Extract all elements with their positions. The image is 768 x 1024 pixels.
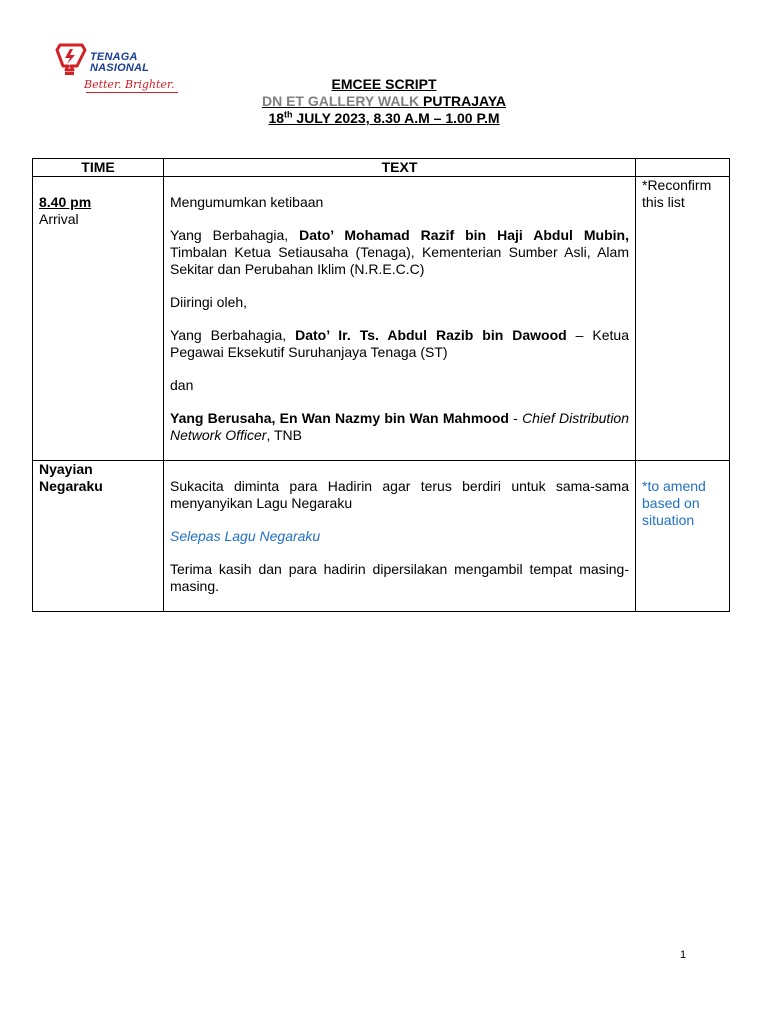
- row1-p4-name: Dato’ Ir. Ts. Abdul Razib bin Dawood: [295, 327, 567, 343]
- row1-p5: dan: [170, 377, 194, 393]
- row1-note-cell: [636, 177, 730, 461]
- row1-label: Arrival: [39, 211, 79, 227]
- logo-text-nasional: NASIONAL: [90, 62, 150, 74]
- row1-p2-name: Dato’ Mohamad Razif bin Haji Abdul Mubin,: [299, 227, 629, 243]
- date-suffix: th: [284, 109, 293, 120]
- row2-time-line1: Nyayian: [39, 461, 93, 477]
- row1-p1: Mengumumkan ketibaan: [170, 194, 324, 210]
- row2-p2: Selepas Lagu Negaraku: [170, 528, 321, 544]
- row2-note: *to amend based on situation: [642, 478, 706, 528]
- row2-note-cell: [636, 461, 730, 612]
- table-row: [33, 461, 730, 612]
- row1-note: *Reconfirm this list: [642, 177, 712, 210]
- event-name: [0, 93, 768, 110]
- event-name-grey: DN ET GALLERY WALK: [261, 93, 420, 109]
- header-time: TIME: [33, 159, 164, 177]
- logo-tagline: Better. Brighter.: [84, 78, 175, 91]
- date-day: 18: [268, 110, 285, 126]
- row1-time: 8.40 pm: [39, 194, 92, 210]
- row2-time-cell: [33, 461, 164, 612]
- row1-p4: [170, 327, 629, 361]
- row1-p2-post: Timbalan Ketua Setiausaha (Tenaga), Kementerian Sumber Asli, Alam Sekitar dan Perubahan Iklim (N.R.E.C.C): [170, 244, 629, 277]
- page-number: 1: [680, 949, 687, 961]
- row1-p2: [170, 227, 629, 278]
- date-rest: JULY 2023, 8.30 A.M – 1.00 P.M: [292, 110, 500, 126]
- row1-p4-post: – Ketua Pegawai Eksekutif Suruhanjaya Tenaga (ST): [170, 327, 629, 360]
- event-place: PUTRAJAYA: [423, 93, 506, 109]
- row2-p3: Terima kasih dan para hadirin dipersilakan mengambil tempat masing-masing.: [170, 561, 629, 594]
- emcee-script-table: [32, 158, 730, 612]
- document-header: [0, 76, 768, 127]
- row1-p4-pre: Yang Berbahagia,: [170, 327, 296, 343]
- row1-p6: [170, 410, 629, 444]
- row1-p6-post: , TNB: [266, 427, 302, 443]
- row2-p1: Sukacita diminta para Hadirin agar terus berdiri untuk sama-sama menyanyikan Lagu Negaraku: [170, 478, 629, 511]
- document-title: EMCEE SCRIPT: [331, 76, 437, 92]
- row1-p3: Diiringi oleh,: [170, 294, 248, 310]
- row1-p6-name: Yang Berusaha, En Wan Nazmy bin Wan Mahmood: [170, 410, 509, 426]
- header-note: [636, 159, 730, 177]
- row1-time-cell: [33, 177, 164, 461]
- table-row: [33, 177, 730, 461]
- event-date: [0, 110, 768, 127]
- row1-p6-role: Chief Distribution Network Officer: [170, 410, 629, 443]
- table-header-row: [33, 159, 730, 177]
- row1-p6-sep: -: [508, 410, 523, 426]
- logo-text-tenaga: TENAGA: [90, 51, 138, 63]
- row2-text-cell: [164, 461, 636, 612]
- tnb-logo-icon: [54, 42, 88, 78]
- row2-time-line2: Negaraku: [39, 478, 103, 494]
- row1-text-cell: [164, 177, 636, 461]
- header-text: TEXT: [164, 159, 636, 177]
- row1-p2-pre: Yang Berbahagia,: [170, 227, 300, 243]
